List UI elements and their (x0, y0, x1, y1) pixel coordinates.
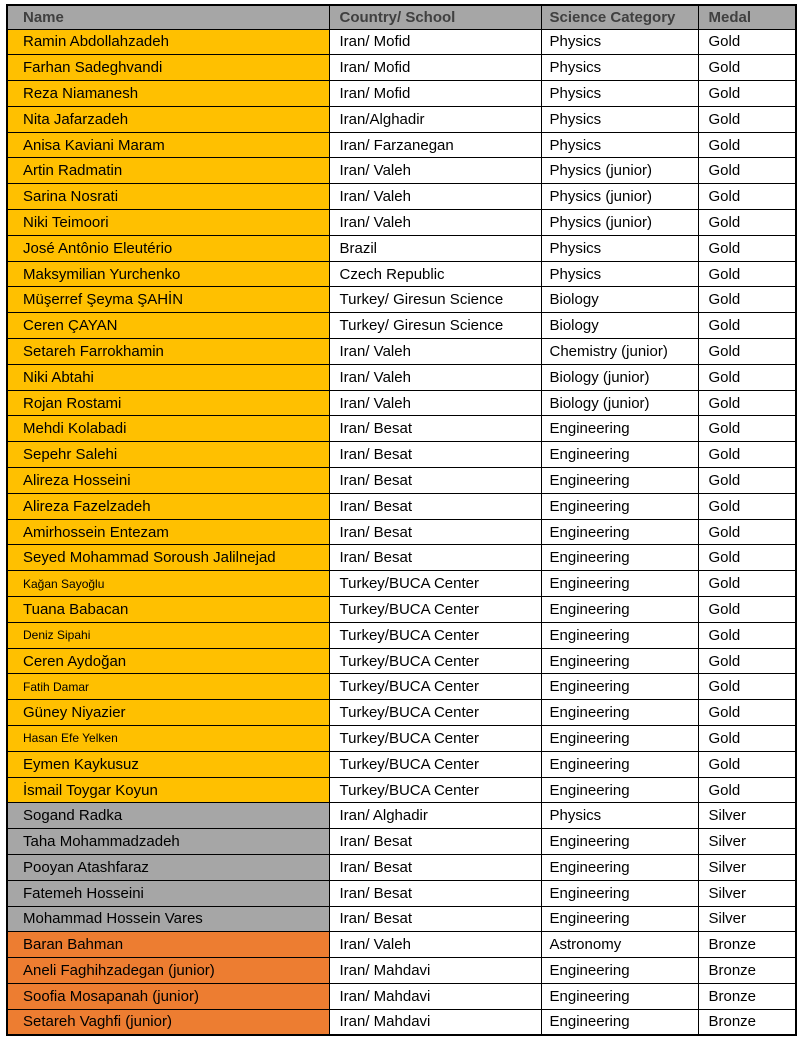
name-cell: Güney Niyazier (7, 700, 329, 726)
name-cell: Hasan Efe Yelken (7, 726, 329, 752)
country-school-cell: Iran/ Mofid (329, 29, 541, 55)
country-school-cell: Iran/ Besat (329, 829, 541, 855)
science-category-cell: Physics (541, 235, 698, 261)
country-school-cell: Iran/ Alghadir (329, 803, 541, 829)
medal-cell: Gold (698, 261, 796, 287)
science-category-cell: Engineering (541, 648, 698, 674)
name-cell: Ceren Aydoğan (7, 648, 329, 674)
name-cell: Taha Mohammadzadeh (7, 829, 329, 855)
name-cell: Fatemeh Hosseini (7, 880, 329, 906)
name-cell: Alireza Hosseini (7, 468, 329, 494)
name-cell: Niki Abtahi (7, 364, 329, 390)
country-school-cell: Turkey/ Giresun Science (329, 287, 541, 313)
medal-cell: Gold (698, 390, 796, 416)
country-school-cell: Turkey/BUCA Center (329, 597, 541, 623)
science-category-cell: Engineering (541, 700, 698, 726)
medal-cell: Gold (698, 597, 796, 623)
name-cell: Ceren ÇAYAN (7, 313, 329, 339)
column-header-science-category: Science Category (541, 5, 698, 29)
science-category-cell: Physics (541, 55, 698, 81)
table-row (7, 829, 796, 855)
medal-cell: Gold (698, 777, 796, 803)
name-cell: Amirhossein Entezam (7, 519, 329, 545)
table-row (7, 700, 796, 726)
name-cell: Deniz Sipahi (7, 622, 329, 648)
country-school-cell: Iran/ Valeh (329, 932, 541, 958)
name-cell: Rojan Rostami (7, 390, 329, 416)
name-cell: Eymen Kaykusuz (7, 751, 329, 777)
science-category-cell: Astronomy (541, 932, 698, 958)
table-row (7, 906, 796, 932)
science-category-cell: Engineering (541, 751, 698, 777)
table-row (7, 571, 796, 597)
medal-cell: Gold (698, 55, 796, 81)
country-school-cell: Iran/ Besat (329, 416, 541, 442)
table-row (7, 493, 796, 519)
medal-cell: Gold (698, 235, 796, 261)
medal-cell: Bronze (698, 958, 796, 984)
medal-cell: Gold (698, 132, 796, 158)
table-row (7, 184, 796, 210)
table-row (7, 958, 796, 984)
medal-cell: Gold (698, 545, 796, 571)
science-category-cell: Physics (541, 106, 698, 132)
table-row (7, 803, 796, 829)
table-row (7, 674, 796, 700)
country-school-cell: Iran/ Besat (329, 468, 541, 494)
country-school-cell: Turkey/BUCA Center (329, 674, 541, 700)
country-school-cell: Iran/Alghadir (329, 106, 541, 132)
medal-cell: Bronze (698, 932, 796, 958)
science-category-cell: Biology (541, 287, 698, 313)
table-row (7, 313, 796, 339)
country-school-cell: Brazil (329, 235, 541, 261)
country-school-cell: Turkey/BUCA Center (329, 622, 541, 648)
name-cell: Anisa Kaviani Maram (7, 132, 329, 158)
science-category-cell: Physics (541, 29, 698, 55)
medal-cell: Silver (698, 880, 796, 906)
table-row (7, 364, 796, 390)
country-school-cell: Iran/ Besat (329, 442, 541, 468)
science-category-cell: Engineering (541, 597, 698, 623)
science-category-cell: Physics (junior) (541, 184, 698, 210)
header-row (7, 5, 796, 29)
science-category-cell: Engineering (541, 829, 698, 855)
table-row (7, 726, 796, 752)
country-school-cell: Iran/ Besat (329, 880, 541, 906)
science-category-cell: Engineering (541, 622, 698, 648)
country-school-cell: Iran/ Valeh (329, 390, 541, 416)
medal-cell: Gold (698, 622, 796, 648)
table-row (7, 235, 796, 261)
country-school-cell: Iran/ Farzanegan (329, 132, 541, 158)
table-row (7, 1009, 796, 1035)
table-row (7, 622, 796, 648)
science-category-cell: Engineering (541, 726, 698, 752)
medal-cell: Silver (698, 829, 796, 855)
name-cell: Ramin Abdollahzadeh (7, 29, 329, 55)
medal-cell: Gold (698, 416, 796, 442)
name-cell: Aneli Faghihzadegan (junior) (7, 958, 329, 984)
science-category-cell: Physics (541, 803, 698, 829)
country-school-cell: Iran/ Besat (329, 906, 541, 932)
science-category-cell: Engineering (541, 493, 698, 519)
science-category-cell: Chemistry (junior) (541, 339, 698, 365)
medal-cell: Gold (698, 519, 796, 545)
table-row (7, 648, 796, 674)
table-row (7, 339, 796, 365)
country-school-cell: Iran/ Valeh (329, 364, 541, 390)
table-row (7, 106, 796, 132)
medal-cell: Gold (698, 313, 796, 339)
science-category-cell: Physics (junior) (541, 158, 698, 184)
country-school-cell: Iran/ Valeh (329, 339, 541, 365)
medal-cell: Silver (698, 906, 796, 932)
medal-cell: Silver (698, 803, 796, 829)
medal-cell: Gold (698, 726, 796, 752)
table-row (7, 597, 796, 623)
name-cell: Niki Teimoori (7, 210, 329, 236)
science-category-cell: Engineering (541, 571, 698, 597)
country-school-cell: Iran/ Besat (329, 493, 541, 519)
table-row (7, 416, 796, 442)
country-school-cell: Turkey/BUCA Center (329, 726, 541, 752)
medal-cell: Gold (698, 751, 796, 777)
name-cell: Müşerref Şeyma ŞAHİN (7, 287, 329, 313)
science-category-cell: Engineering (541, 416, 698, 442)
science-category-cell: Engineering (541, 442, 698, 468)
name-cell: Setareh Farrokhamin (7, 339, 329, 365)
name-cell: Setareh Vaghfi (junior) (7, 1009, 329, 1035)
table-row (7, 442, 796, 468)
country-school-cell: Iran/ Valeh (329, 184, 541, 210)
country-school-cell: Iran/ Besat (329, 519, 541, 545)
country-school-cell: Turkey/BUCA Center (329, 571, 541, 597)
country-school-cell: Turkey/BUCA Center (329, 777, 541, 803)
table-row (7, 390, 796, 416)
medal-cell: Gold (698, 81, 796, 107)
medal-cell: Gold (698, 674, 796, 700)
science-category-cell: Engineering (541, 983, 698, 1009)
country-school-cell: Iran/ Besat (329, 545, 541, 571)
medal-results-table (6, 4, 797, 1036)
name-cell: Tuana Babacan (7, 597, 329, 623)
science-category-cell: Engineering (541, 468, 698, 494)
medal-cell: Gold (698, 29, 796, 55)
country-school-cell: Turkey/BUCA Center (329, 751, 541, 777)
name-cell: Seyed Mohammad Soroush Jalilnejad (7, 545, 329, 571)
table-row (7, 29, 796, 55)
science-category-cell: Engineering (541, 958, 698, 984)
science-category-cell: Biology (541, 313, 698, 339)
table-row (7, 287, 796, 313)
medal-cell: Gold (698, 468, 796, 494)
country-school-cell: Iran/ Mahdavi (329, 983, 541, 1009)
science-category-cell: Biology (junior) (541, 364, 698, 390)
name-cell: Pooyan Atashfaraz (7, 855, 329, 881)
science-category-cell: Engineering (541, 1009, 698, 1035)
table-row (7, 777, 796, 803)
table-row (7, 132, 796, 158)
column-header-medal: Medal (698, 5, 796, 29)
table-row (7, 158, 796, 184)
medal-cell: Gold (698, 700, 796, 726)
medal-cell: Gold (698, 158, 796, 184)
table-row (7, 855, 796, 881)
medal-cell: Gold (698, 364, 796, 390)
science-category-cell: Engineering (541, 545, 698, 571)
table-row (7, 751, 796, 777)
science-category-cell: Engineering (541, 519, 698, 545)
table-row (7, 519, 796, 545)
name-cell: Alireza Fazelzadeh (7, 493, 329, 519)
table-row (7, 81, 796, 107)
name-cell: Kağan Sayoğlu (7, 571, 329, 597)
table-header (7, 5, 796, 29)
name-cell: Fatih Damar (7, 674, 329, 700)
column-header-name: Name (7, 5, 329, 29)
medal-cell: Bronze (698, 983, 796, 1009)
country-school-cell: Turkey/BUCA Center (329, 700, 541, 726)
name-cell: Mohammad Hossein Vares (7, 906, 329, 932)
medal-cell: Gold (698, 339, 796, 365)
science-category-cell: Engineering (541, 880, 698, 906)
medal-cell: Silver (698, 855, 796, 881)
medal-cell: Gold (698, 106, 796, 132)
column-header-country-school: Country/ School (329, 5, 541, 29)
country-school-cell: Iran/ Mofid (329, 81, 541, 107)
country-school-cell: Iran/ Mahdavi (329, 1009, 541, 1035)
table-row (7, 880, 796, 906)
country-school-cell: Iran/ Mahdavi (329, 958, 541, 984)
science-category-cell: Physics (541, 132, 698, 158)
medal-cell: Bronze (698, 1009, 796, 1035)
name-cell: Sogand Radka (7, 803, 329, 829)
name-cell: Baran Bahman (7, 932, 329, 958)
science-category-cell: Physics (junior) (541, 210, 698, 236)
country-school-cell: Turkey/ Giresun Science (329, 313, 541, 339)
table-row (7, 468, 796, 494)
country-school-cell: Turkey/BUCA Center (329, 648, 541, 674)
name-cell: Maksymilian Yurchenko (7, 261, 329, 287)
country-school-cell: Iran/ Valeh (329, 210, 541, 236)
table-row (7, 55, 796, 81)
medal-cell: Gold (698, 648, 796, 674)
medal-cell: Gold (698, 571, 796, 597)
medal-cell: Gold (698, 493, 796, 519)
name-cell: Artin Radmatin (7, 158, 329, 184)
name-cell: Reza Niamanesh (7, 81, 329, 107)
name-cell: Sarina Nosrati (7, 184, 329, 210)
science-category-cell: Physics (541, 81, 698, 107)
medal-cell: Gold (698, 442, 796, 468)
medal-cell: Gold (698, 184, 796, 210)
name-cell: José Antônio Eleutério (7, 235, 329, 261)
science-category-cell: Physics (541, 261, 698, 287)
science-category-cell: Engineering (541, 906, 698, 932)
name-cell: Soofia Mosapanah (junior) (7, 983, 329, 1009)
table-row (7, 983, 796, 1009)
science-category-cell: Engineering (541, 674, 698, 700)
country-school-cell: Iran/ Mofid (329, 55, 541, 81)
country-school-cell: Iran/ Besat (329, 855, 541, 881)
name-cell: Nita Jafarzadeh (7, 106, 329, 132)
science-category-cell: Engineering (541, 855, 698, 881)
table-row (7, 545, 796, 571)
medal-cell: Gold (698, 287, 796, 313)
country-school-cell: Iran/ Valeh (329, 158, 541, 184)
name-cell: Sepehr Salehi (7, 442, 329, 468)
country-school-cell: Czech Republic (329, 261, 541, 287)
name-cell: İsmail Toygar Koyun (7, 777, 329, 803)
science-category-cell: Biology (junior) (541, 390, 698, 416)
medal-cell: Gold (698, 210, 796, 236)
name-cell: Farhan Sadeghvandi (7, 55, 329, 81)
table-body (7, 29, 796, 1035)
science-category-cell: Engineering (541, 777, 698, 803)
name-cell: Mehdi Kolabadi (7, 416, 329, 442)
table-row (7, 932, 796, 958)
table-row (7, 261, 796, 287)
table-row (7, 210, 796, 236)
